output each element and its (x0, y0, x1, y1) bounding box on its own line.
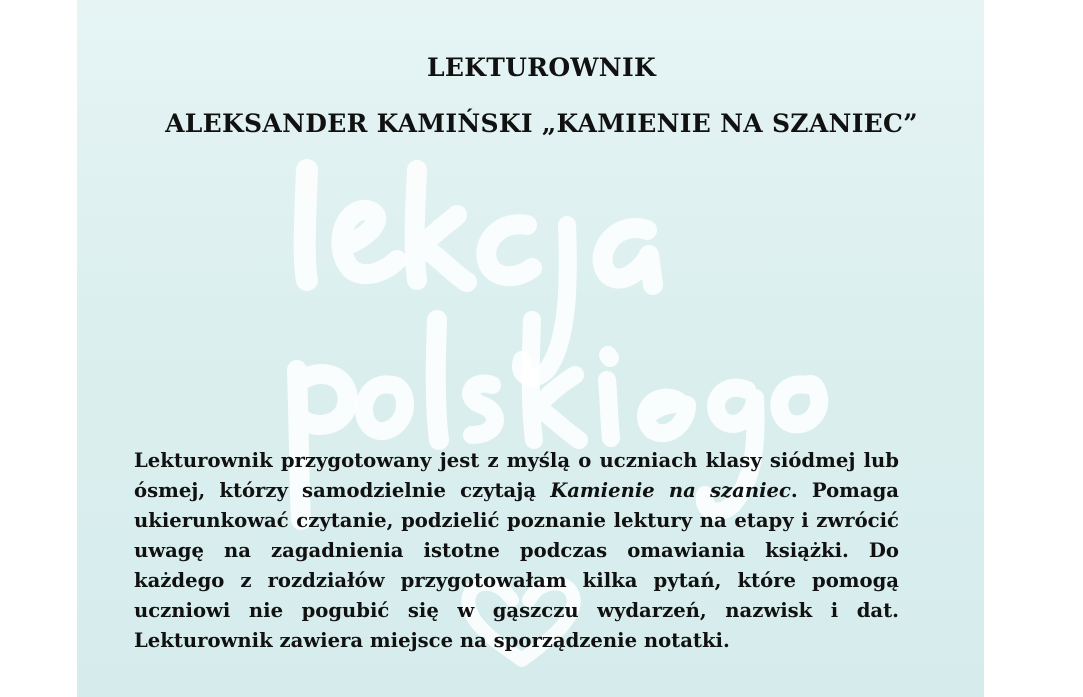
book-title: Kamienie na szaniec (550, 479, 791, 502)
document-title: LEKTUROWNIK (427, 53, 656, 82)
document-subtitle: ALEKSANDER KAMIŃSKI „KAMIENIE NA SZANIEC” (165, 109, 918, 138)
intro-text-part2: . Pomaga ukierunkować czytanie, podzielić poznanie lektury na etapy i zwrócić uwagę na zagadnienia istotne podczas omawiania książki. Do każdego z rozdziałów przygotowałam kilka pytań, które pomogą uczniowi nie pogubić się w gąszczu wydarzeń, nazwisk i dat. Lekturownik zawiera miejsce na sporządzenie notatki. (134, 479, 899, 652)
intro-paragraph (134, 446, 899, 656)
intro-text-part1: Lekturownik przygotowany jest z myślą o uczniach klasy siódmej lub ósmej, którzy samodzielnie czytają (134, 449, 899, 502)
